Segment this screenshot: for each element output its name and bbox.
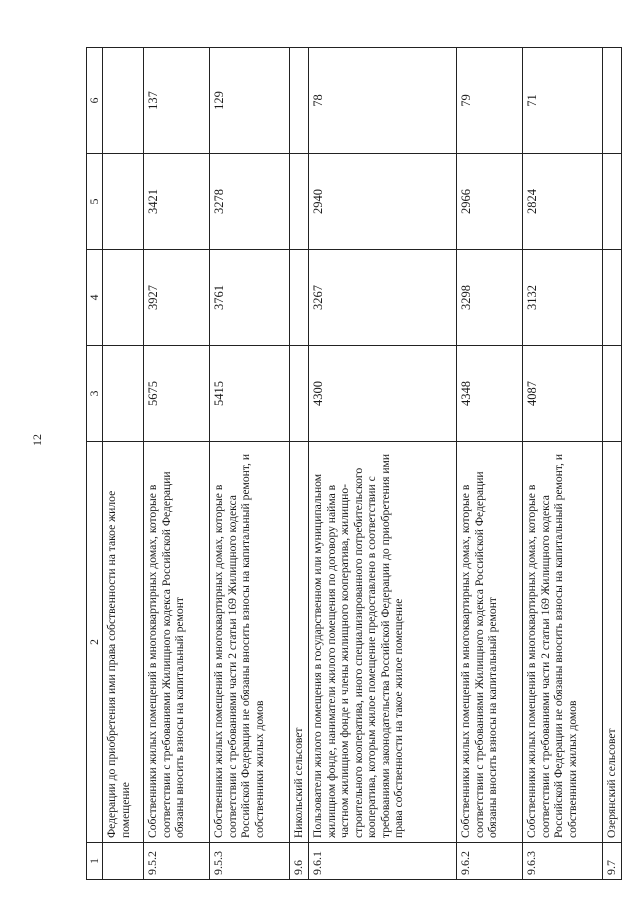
row-number: 9.5.3 (210, 843, 290, 880)
value-cell: 4300 (309, 346, 457, 442)
value-cell: 3132 (523, 250, 603, 346)
page-number: 12 (30, 434, 44, 446)
value-cell: 2824 (523, 154, 603, 250)
row-number: 9.6.1 (309, 843, 457, 880)
header-cell: 4 (87, 250, 103, 346)
value-cell: 2940 (309, 154, 457, 250)
value-cell (290, 346, 309, 442)
value-cell (103, 154, 144, 250)
row-description: Собственники жилых помещений в многоквартирных домах, которые в соответствии с требованиями Жилищного кодекса Российской Федерации обязаны вносить взносы на капитальный ремонт (144, 442, 210, 843)
row-description: Федерации до приобретения ими права собственности на такое жилое помещение (103, 442, 144, 843)
tariff-table (86, 47, 622, 880)
table-row (603, 48, 622, 880)
value-cell (290, 48, 309, 154)
value-cell: 5415 (210, 346, 290, 442)
value-cell (103, 48, 144, 154)
value-cell: 4348 (457, 346, 523, 442)
header-row (87, 48, 103, 880)
header-cell: 6 (87, 48, 103, 154)
table-row (210, 48, 290, 880)
table-row (457, 48, 523, 880)
row-description: Собственники жилых помещений в многоквартирных домах, которые в соответствии с требованиями Жилищного кодекса Российской Федерации обязаны вносить взносы на капитальный ремонт (457, 442, 523, 843)
value-cell: 5675 (144, 346, 210, 442)
value-cell (603, 48, 622, 154)
row-number: 9.7 (603, 843, 622, 880)
value-cell: 3267 (309, 250, 457, 346)
value-cell (103, 346, 144, 442)
header-cell: 1 (87, 843, 103, 880)
value-cell (103, 250, 144, 346)
value-cell (603, 346, 622, 442)
value-cell: 71 (523, 48, 603, 154)
header-cell: 3 (87, 346, 103, 442)
row-description: Собственники жилых помещений в многоквартирных домах, которые в соответствии с требованиями части 2 статьи 169 Жилищного кодекса Российской Федерации не обязаны вносить взносы на капитальный ремонт, и собственники жилых домов (210, 442, 290, 843)
value-cell (603, 154, 622, 250)
table-row (290, 48, 309, 880)
row-number: 9.5.2 (144, 843, 210, 880)
value-cell: 137 (144, 48, 210, 154)
value-cell (290, 154, 309, 250)
table-row (103, 48, 144, 880)
header-cell: 5 (87, 154, 103, 250)
row-number (103, 843, 144, 880)
value-cell: 3298 (457, 250, 523, 346)
value-cell: 78 (309, 48, 457, 154)
row-number: 9.6.3 (523, 843, 603, 880)
rotated-table-wrapper (86, 48, 619, 880)
value-cell: 3421 (144, 154, 210, 250)
header-cell: 2 (87, 442, 103, 843)
value-cell: 2966 (457, 154, 523, 250)
value-cell: 79 (457, 48, 523, 154)
value-cell: 3761 (210, 250, 290, 346)
table-row (309, 48, 457, 880)
row-number: 9.6.2 (457, 843, 523, 880)
row-description: Озерянский сельсовет (603, 442, 622, 843)
value-cell (603, 250, 622, 346)
value-cell: 4087 (523, 346, 603, 442)
row-description: Собственники жилых помещений в многоквартирных домах, которые в соответствии с требованиями части 2 статьи 169 Жилищного кодекса Российской Федерации не обязаны вносить взносы на капитальный ремонт, и собственники жилых домов (523, 442, 603, 843)
value-cell: 129 (210, 48, 290, 154)
table-row (144, 48, 210, 880)
table-row (523, 48, 603, 880)
value-cell: 3278 (210, 154, 290, 250)
row-number: 9.6 (290, 843, 309, 880)
value-cell: 3927 (144, 250, 210, 346)
value-cell (290, 250, 309, 346)
row-description: Пользователи жилого помещения в государственном или муниципальном жилищном фонде, наниматели жилого помещения по договору найма в частном жилищном фонде и члены жилищного кооператива, жилищно-строительного кооператива, иного специализированного потребительского кооператива, которым жилое помещение предоставлено в соответствии с требованиями законодательства Российской Федерации до приобретения ими права собственности на такое жилое помещение (309, 442, 457, 843)
row-description: Никольский сельсовет (290, 442, 309, 843)
